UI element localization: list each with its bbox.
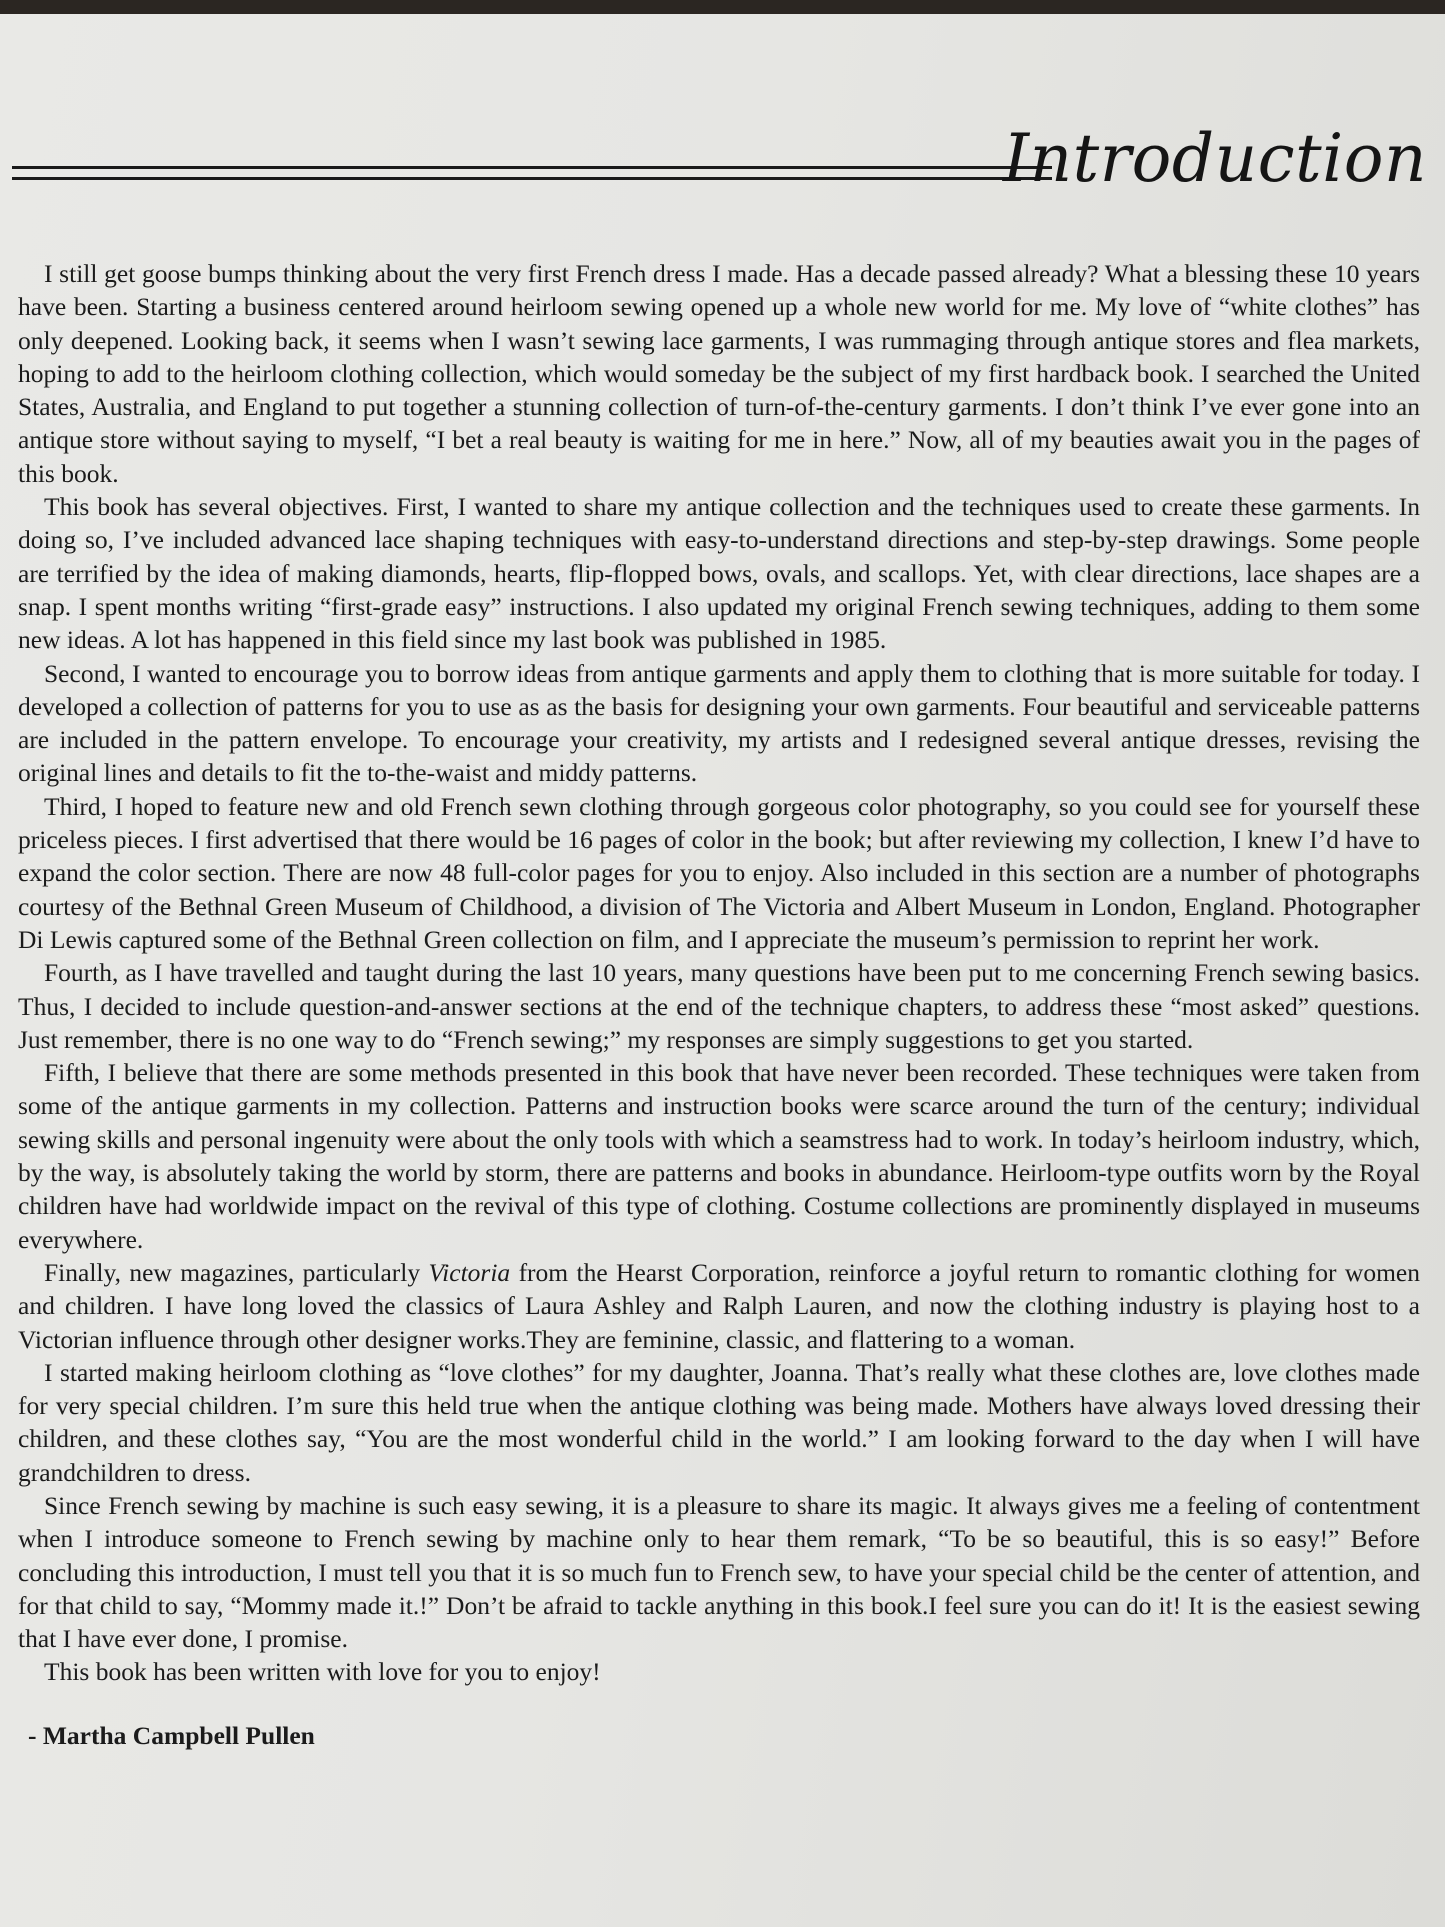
- paragraph-5: Fourth, as I have travelled and taught during the last 10 years, many questions have been put to me concerning French sewing basics. Thus, I decided to include question-and-answer sections at the end of the technique chapters, to address these “most asked” questions. Just remember, there is no one way to do “French sewing;” my responses are simply suggestions to get you started.: [18, 958, 1420, 1054]
- paragraph-2: This book has several objectives. First, I wanted to share my antique collection and the techniques used to create these garments. In doing so, I’ve included advanced lace shaping techniques with easy-to-understand directions and step-by-step drawings. Some people are terrified by the idea of making diamonds, hearts, flip-flopped bows, ovals, and scallops. Yet, with clear directions, lace shapes are a snap. I spent months writing “first-grade easy” instructions. I also updated my original French sewing techniques, adding to them some new ideas. A lot has happened in this field since my last book was published in 1985.: [18, 492, 1420, 655]
- paragraph-6: Fifth, I believe that there are some methods presented in this book that have never been recorded. These techniques were taken from some of the antique garments in my collection. Patterns and instruction books were scarce around the turn of the century; individual sewing skills and personal ingenuity were about the only tools with which a seamstress had to work. In today’s heirloom industry, which, by the way, is absolutely taking the world by storm, there are patterns and books in abundance. Heirloom-type outfits worn by the Royal children have had worldwide impact on the revival of this type of clothing. Costume collections are prominently displayed in museums everywhere.: [18, 1058, 1420, 1254]
- paragraph-7-end: from the Hearst Corporation, reinforce a joyful return to romantic clothing for women and children. I have long loved the classics of Laura Ashley and Ralph Lauren, and now the clothing industry is playing host to a Victorian influence through other designer works.They are feminine, classic, and flattering to a woman.: [18, 1257, 1420, 1354]
- paragraph-7-start: Finally, new magazines, particularly: [44, 1257, 429, 1287]
- introduction-text: [18, 257, 1420, 1752]
- paragraph-7: [18, 1256, 1420, 1356]
- chapter-title: Introduction: [1003, 120, 1427, 197]
- book-page: [0, 14, 1445, 1927]
- paragraph-10: This book has been written with love for you to enjoy!: [44, 1657, 601, 1687]
- paragraph-9: Since French sewing by machine is such easy sewing, it is a pleasure to share its magic. It always gives me a feeling of contentment when I introduce someone to French sewing by machine only to hear them remark, “To be so beautiful, this is so easy!” Before concluding this introduction, I must tell you that it is so much fun to French sew, to have your special child be the center of attention, and for that child to say, “Mommy made it.!” Don’t be afraid to tackle anything in this book.I feel sure you can do it! It is the easiest sewing that I have ever done, I promise.: [18, 1490, 1420, 1654]
- magazine-title: Victoria: [428, 1257, 511, 1287]
- paragraph-3: Second, I wanted to encourage you to borrow ideas from antique garments and apply them to clothing that is more suitable for today. I developed a collection of patterns for you to use as as the basis for designing your own garments. Four beautiful and serviceable patterns are included in the pattern envelope. To encourage your creativity, my artists and I redesigned several antique dresses, revising the original lines and details to fit the to-the-waist and middy patterns.: [18, 658, 1420, 788]
- header-rule-top: [12, 166, 1052, 169]
- paragraph-1: I still get goose bumps thinking about the very first French dress I made. Has a decade passed already? What a blessing these 10 years have been. Starting a business centered around heirloom sewing opened up a whole new world for me. My love of “white clothes” has only deepened. Looking back, it seems when I wasn’t sewing lace garments, I was rummaging through antique stores and flea markets, hoping to add to the heirloom clothing collection, which would someday be the subject of my first hardback book. I searched the United States, Australia, and England to put together a stunning collection of turn-of-the-century garments. I don’t think I’ve ever gone into an antique store without saying to myself, “I bet a real beauty is waiting for me in here.” Now, all of my beauties await you in the pages of this book.: [18, 259, 1420, 488]
- paragraph-4: Third, I hoped to feature new and old French sewn clothing through gorgeous color photography, so you could see for yourself these priceless pieces. I first advertised that there would be 16 pages of color in the book; but after reviewing my collection, I knew I’d have to expand the color section. There are now 48 full-color pages for you to enjoy. Also included in this section are a number of photographs courtesy of the Bethnal Green Museum of Childhood, a division of The Victoria and Albert Museum in London, England. Photographer Di Lewis captured some of the Bethnal Green collection on film, and I appreciate the museum’s permission to reprint her work.: [18, 791, 1420, 954]
- author-signature: - Martha Campbell Pullen: [28, 1720, 315, 1750]
- chapter-header: [12, 119, 1427, 209]
- paragraph-8: I started making heirloom clothing as “love clothes” for my daughter, Joanna. That’s really what these clothes are, love clothes made for very special children. I’m sure this held true when the antique clothing was being made. Mothers have always loved dressing their children, and these clothes say, “You are the most wonderful child in the world.” I am looking forward to the day when I will have grandchildren to dress.: [18, 1357, 1420, 1487]
- header-rule-bottom: [12, 177, 1052, 180]
